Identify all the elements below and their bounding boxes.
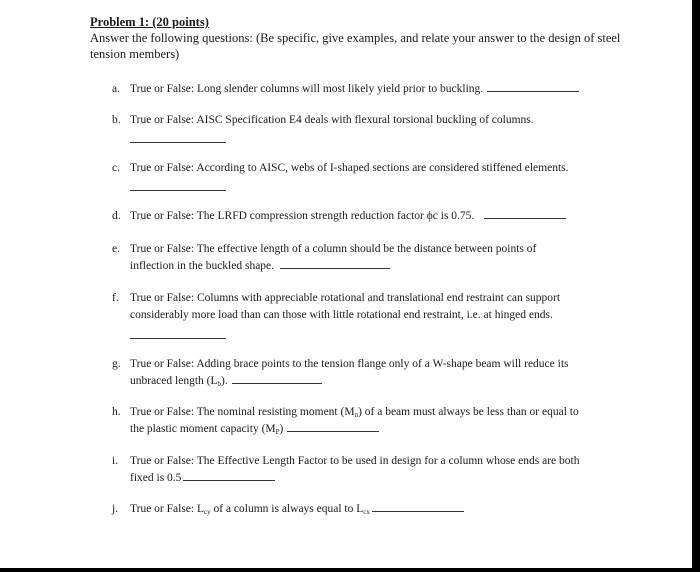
question-text-line2: the plastic moment capacity $(M_P)$ [130,423,284,436]
question-letter: a. [112,83,120,95]
question-letter: f. [112,292,119,304]
question-text: True or False: The LRFD compression strength reduction factor ϕc is 0.75. [130,210,475,222]
answer-blank[interactable] [130,338,226,339]
answer-blank[interactable] [372,501,464,512]
question-text: True or False: AISC Specification E4 deals with flexural torsional buckling of columns. [130,114,534,126]
question-letter: j. [112,503,119,515]
question-text-line1: True or False: The Effective Length Factor to be used in design for a column whose ends are both [130,455,580,467]
answer-blank[interactable] [484,208,566,219]
problem-header [90,14,650,62]
answer-blank[interactable] [232,373,322,384]
answer-blank[interactable] [130,190,226,191]
question-letter: b. [112,114,121,126]
question-letter: i. [112,455,119,467]
question-text-line2: unbraced length $(L_b)$. [130,375,228,388]
question-text-line1: True or False: Adding brace points to the tension flange only of a W-shape beam will reduce its [130,358,569,370]
problem-title: Problem 1: (20 points) [90,15,209,29]
question-text: True or False: Long slender columns will most likely yield prior to buckling. [130,83,484,95]
answer-blank[interactable] [130,142,226,143]
answer-blank[interactable] [280,258,390,269]
question-letter: h. [112,406,121,418]
question-text-line1: True or False: Columns with appreciable rotational and translational end restraint can support [130,292,561,304]
question-letter: d. [112,210,121,222]
question-text-line2: inflection in the buckled shape. [130,260,275,272]
question-text-line2: fixed is 0.5 [130,472,182,484]
question-text: True or False: $L_{cy}$ of a column is always equal to $L_{cx}$ [130,503,370,516]
question-letter: g. [112,358,121,370]
question-text-line2: considerably more load than can those with little rotational end restraint, i.e. at hinged ends. [130,309,553,321]
question-letter: e. [112,243,120,255]
answer-blank[interactable] [287,421,379,432]
question-letter: c. [112,162,120,174]
answer-blank[interactable] [487,81,579,92]
problem-instructions: Answer the following questions: (Be specific, give examples, and relate your answer to the design of steel tension members) [90,31,621,61]
question-text-line1: True or False: The nominal resisting moment $(M_n)$ of a beam must always be less than or equal to [130,406,579,419]
question-text-line1: True or False: The effective length of a column should be the distance between points of [130,243,537,255]
answer-blank[interactable] [183,470,275,481]
question-text: True or False: According to AISC, webs of I-shaped sections are considered stiffened elements. [130,162,569,174]
